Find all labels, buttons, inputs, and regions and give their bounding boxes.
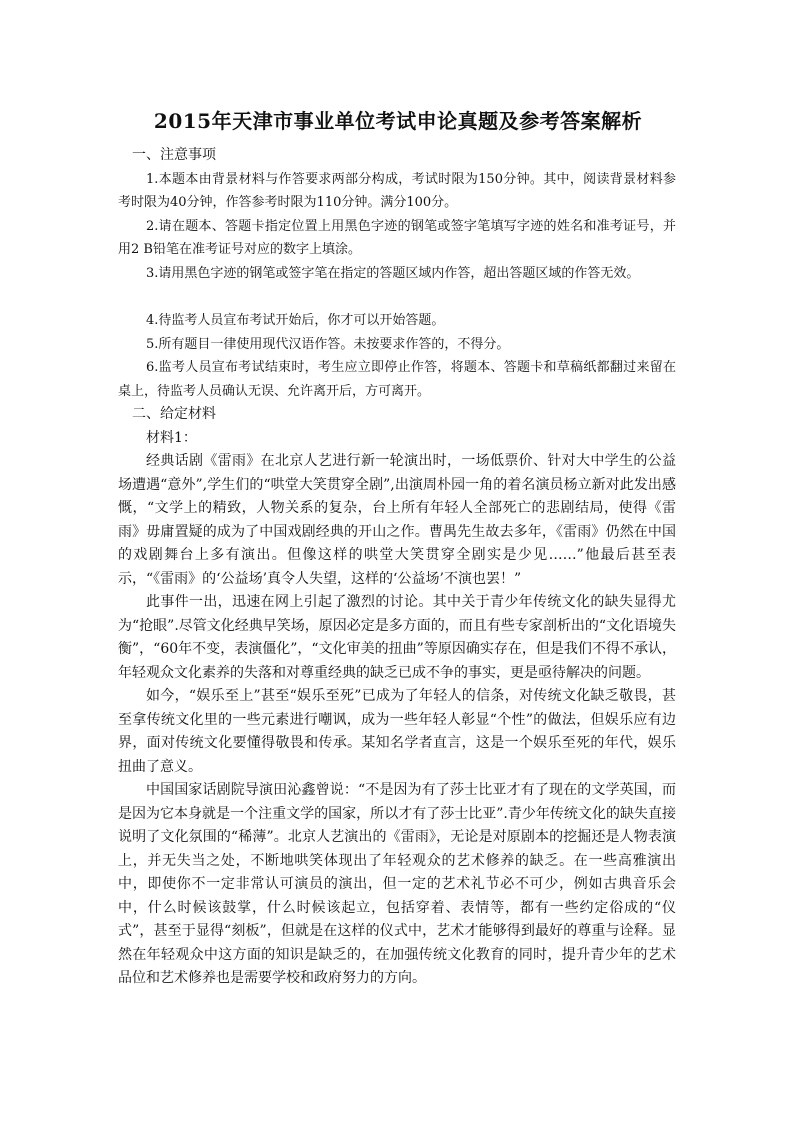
note-item: 3.请用黑色字迹的钢笔或签字笔在指定的答题区域内作答，超出答题区域的作答无效。 bbox=[146, 265, 640, 281]
note-item: 5.所有题目一律使用现代汉语作答。未按要求作答的，不得分。 bbox=[146, 336, 510, 352]
document-body bbox=[118, 144, 676, 991]
material-paragraph: 经典话剧《雷雨》在北京人艺进行新一轮演出时，一场低票价、针对大中学生的公益场遭遇“意外”,学生们的“哄堂大笑贯穿全剧”,出演周朴园一角的着名演员杨立新对此发出感慨，“文学上的精致，人物关系的复杂，台上所有年轻人全部死亡的悲剧结局，使得《雷雨》毋庸置疑的成为了中国戏剧经典的开山之作。曹禺先生故去多年，《雷雨》仍然在中国的戏剧舞台上多有演出。但像这样的哄堂大笑贯穿全剧实是少见……”他最后甚至表示，“《雷雨》的‘公益场’真令人失望，这样的‘公益场’不演也罢！” bbox=[118, 453, 676, 587]
note-item: 2.请在题本、答题卡指定位置上用黑色字迹的钢笔或签字笔填写字迹的姓名和准考证号，并用2 B铅笔在准考证号对应的数字上填涂。 bbox=[118, 218, 676, 257]
blank-line bbox=[118, 285, 676, 309]
material-paragraph: 如今，“娱乐至上”甚至“娱乐至死”已成为了年轻人的信条，对传统文化缺乏敬畏，甚至拿传统文化里的一些元素进行嘲讽，成为一些年轻人彰显“个性”的做法，但娱乐应有边界，面对传统文化要懂得敬畏和传承。某知名学者直言，这是一个娱乐至死的年代，娱乐扭曲了意义。 bbox=[118, 688, 676, 775]
material-paragraph: 中国国家话剧院导演田沁鑫曾说：“不是因为有了莎士比亚才有了现在的文学英国，而是因为它本身就是一个注重文学的国家，所以才有了莎士比亚”.青少年传统文化的缺失直接说明了文化氛围的“稀薄”。北京人艺演出的《雷雨》，无论是对原剧本的挖掘还是人物表演上，并无失当之处，不断地哄笑体现出了年轻观众的艺术修养的缺乏。在一些高雅演出中，即使你不一定非常认可演员的演出，但一定的艺术礼节必不可少，例如古典音乐会中，什么时候该鼓掌，什么时候该起立，包括穿着、表情等，都有一些约定俗成的“仪式”，甚至于显得“刻板”，但就是在这样的仪式中，艺术才能够得到最好的尊重与诠释。显然在年轻观众中这方面的知识是缺乏的，在加强传统文化教育的同时，提升青少年的艺术品位和艺术修养也是需要学校和政府努力的方向。 bbox=[118, 782, 676, 986]
document-title: 2015年天津市事业单位考试申论真题及参考答案解析 bbox=[153, 109, 643, 133]
note-item: 4.待监考人员宣布考试开始后，你才可以开始答题。 bbox=[146, 313, 445, 328]
notes-list bbox=[118, 168, 676, 404]
material-label: 材料1： bbox=[146, 429, 197, 446]
section-heading-materials: 二、给定材料 bbox=[132, 406, 216, 422]
note-item: 6.监考人员宣布考试结束时，考生应立即停止作答，将题本、答题卡和草稿纸都翻过来留在桌上，待监考人员确认无误、允许离开后，方可离开。 bbox=[118, 360, 676, 399]
note-item: 1.本题本由背景材料与作答要求两部分构成，考试时限为150分钟。其中，阅读背景材料参考时限为40分钟，作答参考时限为110分钟。满分100分。 bbox=[118, 171, 676, 210]
material-paragraph: 此事件一出，迅速在网上引起了激烈的讨论。其中关于青少年传统文化的缺失显得尤为“抢眼”.尽管文化经典早笑场，原因必定是多方面的，而且有些专家剖析出的“文化语境失衡”，“60年不变，表演僵化”，“文化审美的扭曲”等原因确实存在，但是我们不得不承认，年轻观众文化素养的失落和对尊重经典的缺乏已成不争的事实，更是亟待解决的问题。 bbox=[118, 594, 676, 681]
section-heading-notes: 一、注意事项 bbox=[132, 147, 216, 163]
